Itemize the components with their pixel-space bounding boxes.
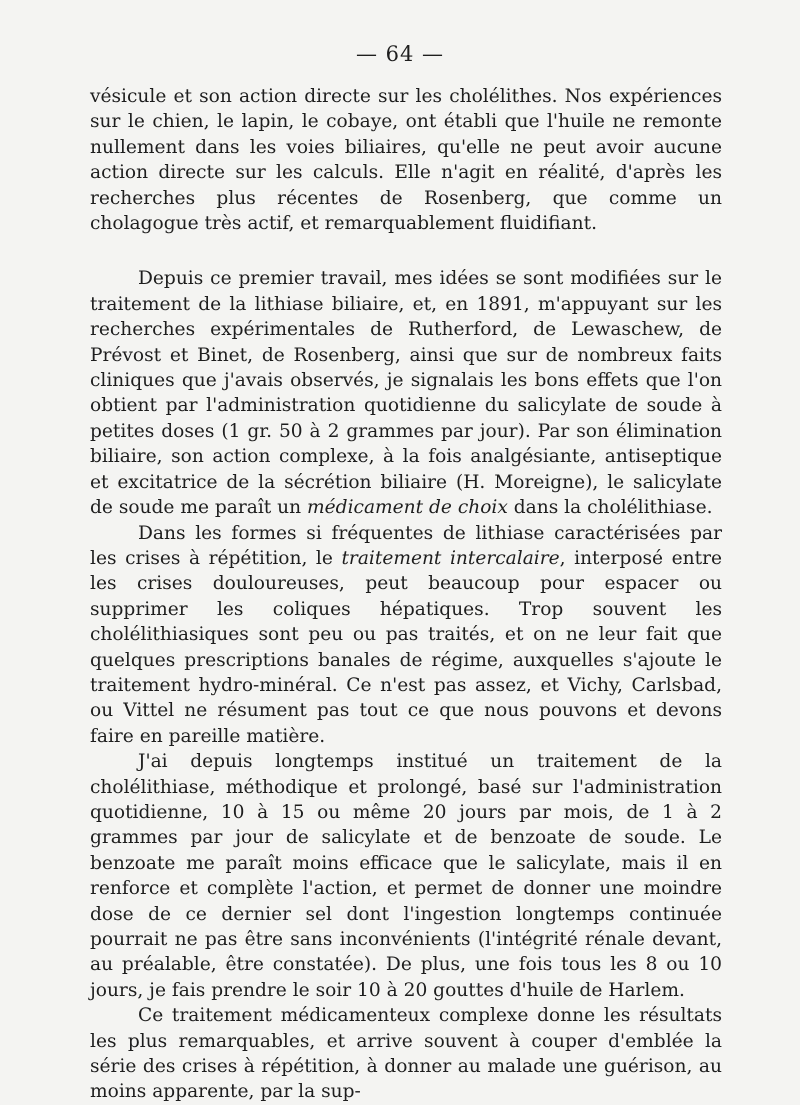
paragraph-3-text-a: Dans les formes si fréquentes de lithiase caractérisées par les crises à répétition, le [90, 522, 722, 569]
body-text [90, 84, 722, 1105]
paragraph-3-text-b: , interposé entre les crises douloureuses, peut beaucoup pour espacer ou supprimer les coliques hépatiques. Trop souvent les cholélithiasiques sont peu ou pas traités, et on ne leur fait que quelques prescriptions banales de régime, auxquelles s'ajoute le traitement hydro-minéral. Ce n'est pas assez, et Vichy, Carlsbad, ou Vittel ne résument pas tout ce que nous pouvons et devons faire en pareille matière. [90, 547, 722, 747]
paragraph-1-text: vésicule et son action directe sur les cholélithes. Nos expériences sur le chien, le lapin, le cobaye, ont établi que l'huile ne remonte nullement dans les voies biliaires, qu'elle ne peut avoir aucune action directe sur les calculs. Elle n'agit en réalité, d'après les recherches plus récentes de Rosenberg, que comme un cholagogue très actif, et remarquablement fluidifiant. [90, 86, 722, 235]
paragraph-4 [90, 749, 722, 1003]
paragraph-5-text: Ce traitement médicamenteux complexe donne les résultats les plus remarquables, et arrive souvent à couper d'emblée la série des crises à répétition, à donner au malade une guérison, au moins apparente, par la sup- [90, 1005, 722, 1103]
paragraph-1 [90, 84, 722, 236]
paragraph-2 [90, 266, 722, 520]
paragraph-2-italic: médicament de choix [307, 497, 508, 519]
paragraph-4-text: J'ai depuis longtemps institué un traitement de la cholélithiase, méthodique et prolongé, basé sur l'administration quotidienne, 10 à 15 ou même 20 jours par mois, de 1 à 2 grammes par jour de salicylate et de benzoate de soude. Le benzoate me paraît moins efficace que le salicylate, mais il en renforce et complète l'action, et permet de donner une moindre dose de ce dernier sel dont l'ingestion longtemps continuée pourrait ne pas être sans inconvénients (l'intégrité rénale devant, au préalable, être constatée). De plus, une fois tous les 8 ou 10 jours, je fais prendre le soir 10 à 20 gouttes d'huile de Harlem. [90, 751, 722, 1001]
paragraph-2-text-a: Depuis ce premier travail, mes idées se sont modifiées sur le traitement de la lithiase biliaire, et, en 1891, m'appuyant sur les recherches expérimentales de Rutherford, de Lewaschew, de Prévost et Binet, de Rosenberg, ainsi que sur de nombreux faits cliniques que j'avais observés, je signalais les bons effets que l'on obtient par l'administration quotidienne du salicylate de soude à petites doses (1 gr. 50 à 2 grammes par jour). Par son élimination biliaire, son action complexe, à la fois analgésiante, antiseptique et excitatrice de la sécrétion biliaire (H. Moreigne), le salicylate de soude me paraît un [90, 268, 722, 519]
page-number: — 64 — [355, 42, 445, 66]
paragraph-5 [90, 1003, 722, 1105]
paragraph-3 [90, 521, 722, 750]
paragraph-2-text-b: dans la cholélithiase. [507, 497, 713, 519]
paragraph-3-italic: traitement intercalaire [341, 547, 560, 569]
